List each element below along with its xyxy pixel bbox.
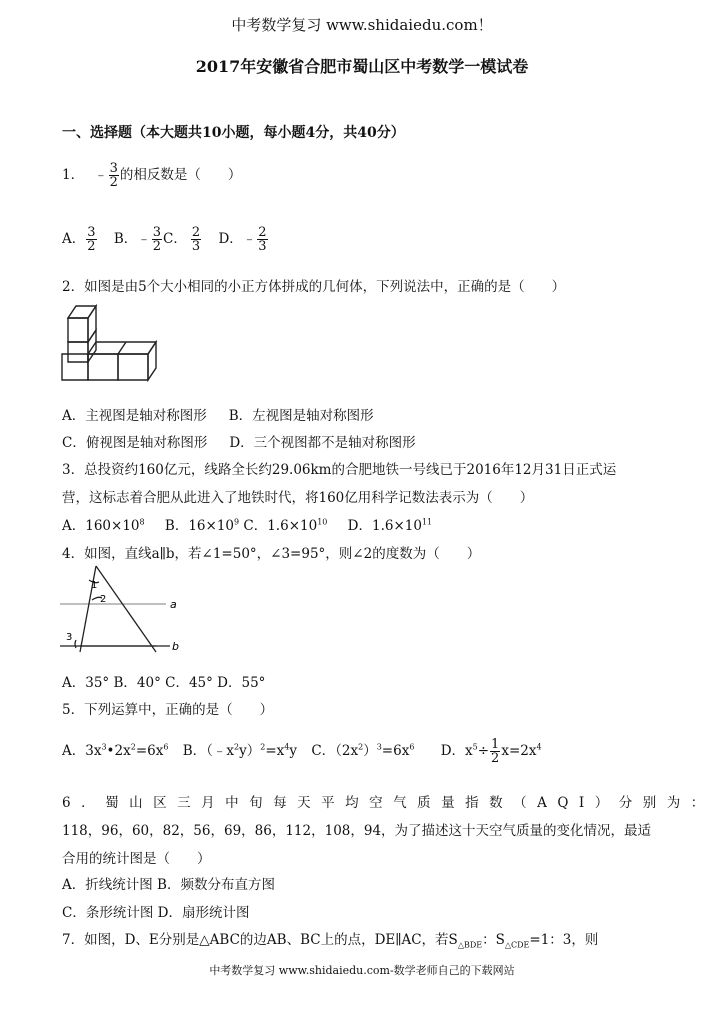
angle-1-label: 1 [91, 580, 98, 591]
q1-number: 1． [62, 167, 85, 183]
q3-exp-b: 9 [234, 517, 240, 527]
q2-option-a: A．主视图是轴对称图形 [62, 408, 207, 424]
q3-exp-a: 8 [139, 517, 145, 527]
q1-options [62, 226, 269, 253]
q3-line2: 营，这标志着合肥从此进入了地铁时代，将160亿用科学记数法表示为（ ） [62, 490, 534, 506]
section-heading: 一、选择题（本大题共10小题，每小题4分，共40分） [62, 125, 405, 141]
q3-exp-d: 11 [421, 517, 433, 527]
cube-figure [58, 300, 158, 386]
parallel-lines-figure [58, 562, 188, 662]
exam-title: 2017年安徽省合肥市蜀山区中考数学一模试卷 [195, 57, 529, 76]
q2-option-b: B．左视图是轴对称图形 [228, 408, 374, 424]
q1-b-frac: $\frac{3}{2}$ [152, 225, 162, 254]
question-1 [62, 162, 241, 189]
line-b-label: b [172, 640, 179, 653]
q1-minus: ﹣ [94, 167, 108, 183]
question-2: 2．如图是由5个大小相同的小正方体拼成的几何体，下列说法中，正确的是（ ） [62, 279, 566, 295]
line-a-label: a [170, 598, 177, 611]
q3-line1: 3．总投资约160亿元，线路全长约29.06km的合肥地铁一号线已于2016年12月31日正式运 [62, 462, 617, 478]
page-footer: 中考数学复习 www.shidaiedu.com-数学老师自己的下载网站 [209, 964, 515, 977]
q6-line1: 6．蜀山区三月中旬每天平均空气质量指数（AQI）分别为： [62, 795, 715, 811]
q1-option-b: B．﹣ [113, 231, 151, 247]
q3-option-b: B．16×10 [164, 518, 234, 534]
q3-option-d: D．1.6×10 [347, 518, 422, 534]
q3-option-a: A．160×10 [62, 518, 140, 534]
angle-3-label: 3 [66, 632, 73, 643]
q1-a-frac: $\frac{3}{2}$ [87, 225, 96, 254]
page-header: 中考数学复习 www.shidaiedu.com！ [231, 16, 493, 34]
q1-option-c: C． [163, 231, 187, 247]
q2-option-c: C．俯视图是轴对称图形 [62, 435, 208, 451]
q1-c-frac: $\frac{2}{3}$ [191, 225, 201, 254]
q2-options-row2 [62, 431, 416, 451]
q3-exp-c: 10 [317, 517, 328, 527]
question-7: 7．如图，D、E分别是△ABC的边AB、BC上的点，DE∥AC，若$S_{\triangle BDE}$：$S_{\triangle CDE}=1$：3，则 [62, 932, 599, 950]
angle-2-label: 2 [100, 594, 107, 605]
q3-options [62, 514, 432, 534]
q5-d-frac: $\frac{1}{2}$ [491, 737, 500, 766]
q1-d-frac: $\frac{2}{3}$ [258, 225, 267, 254]
q5-option-a: A．3x [62, 743, 102, 759]
q5-option-d: D．x [440, 743, 473, 759]
q2-options-row1 [62, 404, 374, 424]
question-5: 5．下列运算中，正确的是（ ） [62, 702, 274, 718]
q1-option-d: D．﹣ [218, 231, 257, 247]
q5-option-c: C．（2x [311, 743, 359, 759]
question-4: 4．如图，直线a∥b，若∠1=50°，∠3=95°，则∠2的度数为（ ） [62, 546, 481, 562]
q1-text: 的相反数是（ ） [119, 167, 242, 183]
q6-line3: 合用的统计图是（ ） [62, 851, 211, 867]
q2-option-d: D．三个视图都不是轴对称图形 [229, 435, 416, 451]
q5-option-b: B．（﹣x [182, 743, 235, 759]
q3-option-c: C．1.6×10 [243, 518, 318, 534]
q4-options: A．35° B．40° C．45° D．55° [62, 675, 266, 691]
q6-line2: 118，96，60，82，56，69，86，112，108，94，为了描述这十天空气质量的变化情况，最适 [62, 823, 652, 839]
q1-option-a: A． [62, 231, 86, 247]
q6-options-row2: C．条形统计图 D．扇形统计图 [62, 905, 250, 921]
q1-fraction: $\frac{3}{2}$ [109, 161, 118, 190]
q5-options: A．$3x^3•2x^2=6x^6$ B．$(﹣x^2y)^2=x^4y$ C．$(2x^2)^3=6x^6$ D．$x^5\div$ $\frac{1}{2}$ $x=2x^4$ [62, 737, 542, 766]
q6-options-row1: A．折线统计图 B．频数分布直方图 [62, 877, 275, 893]
